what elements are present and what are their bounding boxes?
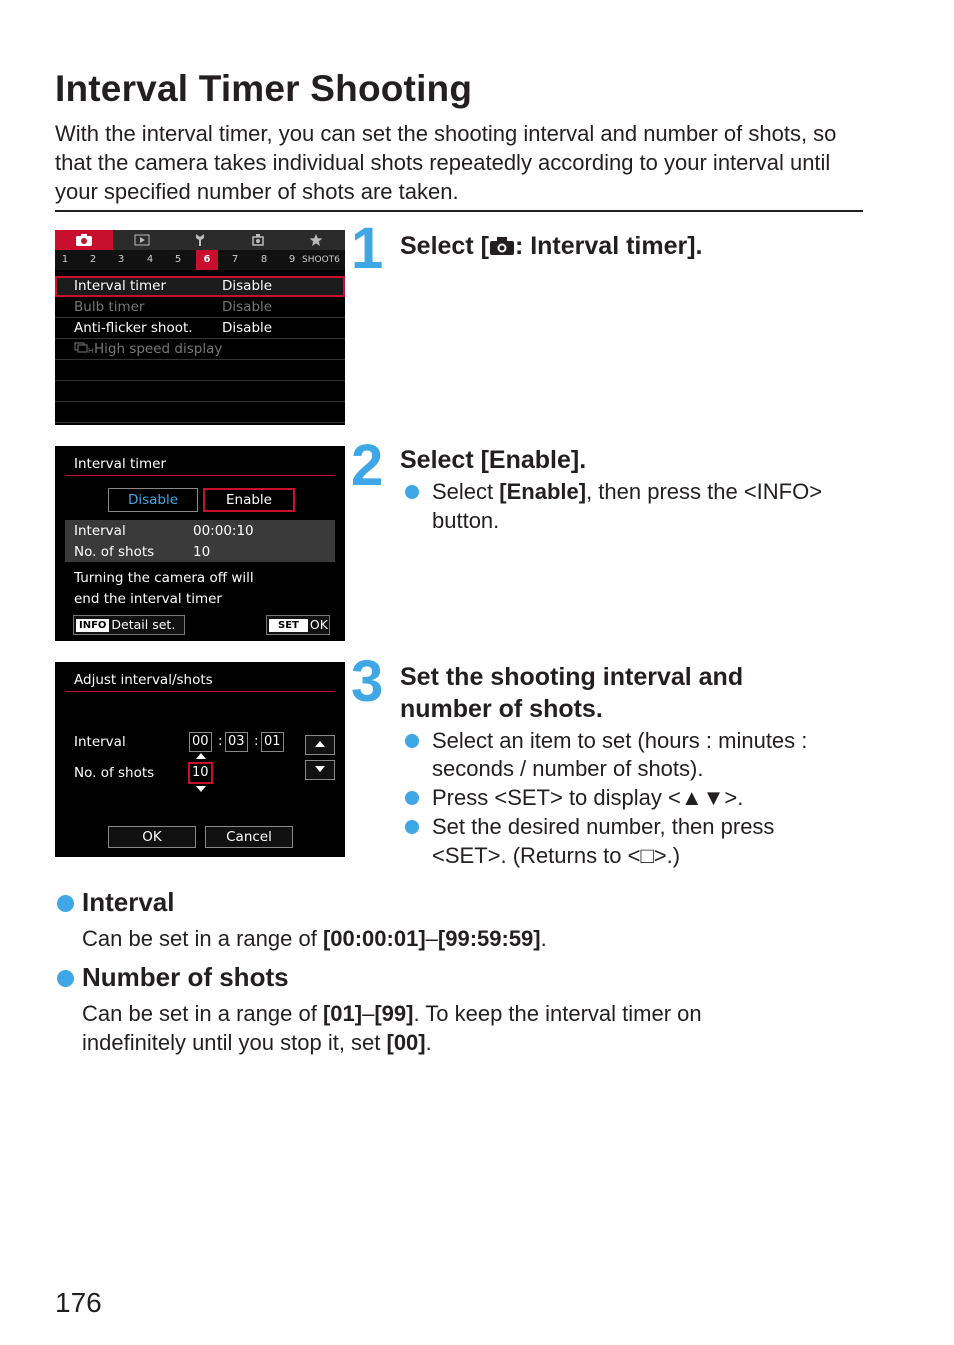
wrench-icon[interactable] bbox=[171, 230, 229, 250]
bullet-text: Press <SET> to display <▲▼>. bbox=[432, 785, 744, 810]
step-number: 2 bbox=[351, 433, 384, 498]
down-arrow-icon bbox=[196, 786, 206, 792]
bullet-text: Select an item to set (hours : minutes : bbox=[432, 728, 808, 753]
shots-field[interactable]: 10 bbox=[188, 762, 213, 784]
divider bbox=[55, 210, 863, 212]
page-num-active[interactable]: 6 bbox=[196, 250, 218, 270]
menu-item-empty bbox=[55, 381, 345, 402]
menu-item-value: Disable bbox=[222, 278, 273, 294]
play-icon[interactable] bbox=[113, 230, 171, 250]
page-num[interactable]: 2 bbox=[89, 254, 97, 265]
detail-label: Detail set. bbox=[111, 617, 176, 632]
bullet-text: seconds / number of shots). bbox=[432, 756, 704, 781]
page-num[interactable]: 8 bbox=[260, 254, 268, 265]
step-title: number of shots. bbox=[400, 695, 603, 723]
page-num[interactable]: 1 bbox=[61, 254, 69, 265]
menu-item-high-speed-display bbox=[55, 339, 345, 360]
menu-item-label: Anti-flicker shoot. bbox=[74, 320, 193, 336]
menu-item-value: Disable bbox=[222, 299, 273, 315]
menu-item-label-text: High speed display bbox=[94, 341, 223, 357]
colon: : bbox=[218, 733, 223, 749]
shots-range-text: Can be set in a range of [01]–[99]. To keep the interval timer on bbox=[82, 1001, 702, 1026]
step-title: Set the shooting interval and bbox=[400, 663, 744, 691]
page-number: 176 bbox=[55, 1287, 102, 1318]
shots-range-text: indefinitely until you stop it, set [00]. bbox=[82, 1030, 432, 1055]
disable-option[interactable]: Disable bbox=[108, 488, 198, 512]
bullet-dot bbox=[405, 734, 419, 748]
title-underline bbox=[65, 691, 335, 692]
svg-text:H: H bbox=[88, 347, 94, 354]
page-num[interactable]: 4 bbox=[146, 254, 154, 265]
custom-icon[interactable] bbox=[229, 230, 287, 250]
decrement-button[interactable] bbox=[305, 760, 335, 780]
bullet-dot bbox=[405, 791, 419, 805]
shots-value: 10 bbox=[193, 544, 211, 560]
menu-item-anti-flicker[interactable] bbox=[55, 318, 345, 339]
menu-item-interval-timer[interactable] bbox=[55, 276, 345, 297]
down-triangle-icon bbox=[315, 766, 325, 772]
menu-page-numbers bbox=[55, 250, 345, 270]
menu-item-label: Interval timer bbox=[74, 278, 167, 294]
menu-tab-bar bbox=[55, 230, 345, 250]
step-title-text: : Interval timer]. bbox=[514, 232, 703, 260]
step-number: 1 bbox=[351, 216, 384, 281]
settings-summary bbox=[65, 520, 335, 562]
interval-range-text: Can be set in a range of [00:00:01]–[99:59:59]. bbox=[82, 926, 547, 951]
screen-title: Adjust interval/shots bbox=[74, 672, 213, 688]
menu-item-bulb-timer bbox=[55, 297, 345, 318]
step-number: 3 bbox=[351, 649, 384, 714]
section-heading-text: Number of shots bbox=[82, 962, 289, 992]
note-line: end the interval timer bbox=[74, 591, 222, 607]
up-triangle-icon bbox=[315, 741, 325, 747]
bullet-dot bbox=[57, 895, 74, 912]
page-num[interactable]: 9 bbox=[288, 254, 296, 265]
screen-title: Interval timer bbox=[74, 456, 167, 472]
bullet-dot bbox=[57, 970, 74, 987]
up-arrow-icon bbox=[196, 753, 206, 759]
bullet-dot bbox=[405, 485, 419, 499]
ok-button[interactable] bbox=[266, 615, 330, 635]
camera-icon bbox=[489, 236, 515, 256]
page-num[interactable]: 5 bbox=[174, 254, 182, 265]
page-num[interactable]: 3 bbox=[117, 254, 125, 265]
hours-field[interactable]: 00 bbox=[189, 732, 212, 752]
continuous-shooting-icon bbox=[74, 342, 94, 354]
interval-label: Interval bbox=[74, 734, 126, 750]
note-line: Turning the camera off will bbox=[74, 570, 254, 586]
title-underline bbox=[65, 475, 335, 476]
info-tag: INFO bbox=[76, 619, 109, 632]
increment-button[interactable] bbox=[305, 735, 335, 755]
minutes-field[interactable]: 03 bbox=[225, 732, 248, 752]
bullet-text: <SET>. (Returns to <□>.) bbox=[432, 843, 681, 868]
shots-label: No. of shots bbox=[74, 765, 155, 781]
colon: : bbox=[254, 733, 259, 749]
section-heading-text: Interval bbox=[82, 887, 175, 917]
page-num[interactable]: 7 bbox=[231, 254, 239, 265]
camera-icon[interactable] bbox=[55, 230, 113, 250]
shots-label: No. of shots bbox=[74, 544, 155, 560]
interval-label: Interval bbox=[74, 523, 126, 539]
step-title-text: Select [ bbox=[400, 232, 489, 260]
seconds-field[interactable]: 01 bbox=[261, 732, 284, 752]
interval-timer-screen bbox=[55, 446, 345, 641]
ok-button[interactable]: OK bbox=[108, 826, 196, 848]
step-title: Select [Enable]. bbox=[400, 446, 587, 474]
adjust-interval-screen bbox=[55, 662, 345, 857]
page-title: Interval Timer Shooting bbox=[55, 68, 473, 109]
intro-text: With the interval timer, you can set the shooting interval and number of shots, so that the camera takes individual shots repeatedly according to your interval until your specified number of shots are taken. bbox=[55, 121, 837, 204]
menu-label: SHOOT6 bbox=[302, 255, 340, 265]
set-tag: SET bbox=[269, 619, 308, 632]
ok-label: OK bbox=[309, 617, 328, 632]
menu-item-label: Bulb timer bbox=[74, 299, 145, 315]
enable-option[interactable]: Enable bbox=[203, 488, 295, 512]
bullet-dot bbox=[405, 820, 419, 834]
bullet-text: button. bbox=[432, 508, 500, 533]
menu-item-empty bbox=[55, 360, 345, 381]
star-icon[interactable] bbox=[287, 230, 345, 250]
menu-item-label bbox=[74, 339, 222, 359]
detail-set-button[interactable] bbox=[73, 615, 185, 635]
menu-item-value: Disable bbox=[222, 320, 273, 336]
cancel-button[interactable]: Cancel bbox=[205, 826, 293, 848]
bullet-text: Select [Enable], then press the <INFO> bbox=[432, 479, 823, 504]
bullet-text: Set the desired number, then press bbox=[432, 814, 775, 839]
interval-value: 00:00:10 bbox=[193, 523, 254, 539]
step-title bbox=[400, 230, 703, 262]
camera-menu-screen bbox=[55, 230, 345, 425]
menu-item-empty bbox=[55, 402, 345, 423]
